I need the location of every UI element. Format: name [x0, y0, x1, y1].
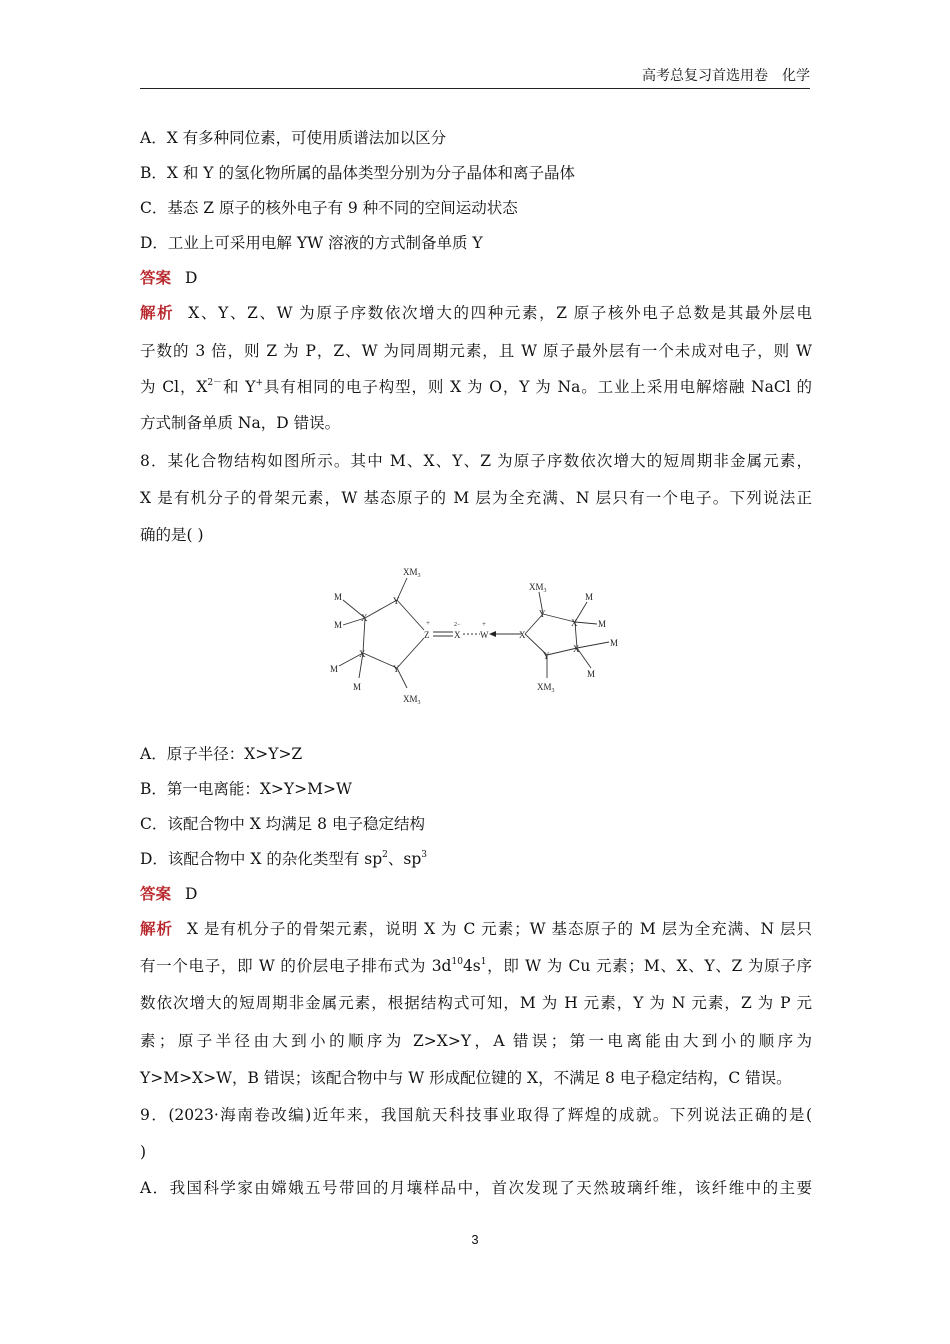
fig-m-1: M: [334, 592, 343, 602]
q8-stem-line1: 8．某化合物结构如图所示。其中 M、X、Y、Z 为原子序数依次增大的短周期非金属元素，: [140, 452, 812, 470]
fig-x-right-bottom: X: [573, 644, 580, 654]
page-number: 3: [471, 1232, 479, 1247]
q9-stem-line2: ): [140, 1143, 147, 1161]
q8-analysis-line3: 数依次增大的短周期非金属元素，根据结构式可知，M 为 H 元素，Y 为 N 元素，Z 为 P 元: [140, 994, 812, 1012]
q8-answer-value: D: [185, 885, 198, 903]
q8-stem-line2: X 是有机分子的骨架元素，W 基态原子的 M 层为全充满、N 层只有一个电子。下列说法正: [140, 489, 812, 507]
q8-option-c: C．该配合物中 X 均满足 8 电子稳定结构: [140, 815, 425, 833]
fig-y-left-top: Y: [393, 596, 400, 606]
q7-answer: [140, 268, 812, 288]
fig-z-charge: +: [426, 619, 430, 627]
fig-z: Z: [424, 630, 430, 640]
fig-w: W: [480, 630, 489, 640]
q7-option-c: C．基态 Z 原子的核外电子有 9 种不同的空间运动状态: [140, 199, 518, 217]
fig-y-left-bottom: Y: [393, 664, 400, 674]
fig-x-right-top: X: [571, 618, 578, 628]
fig-m-3: M: [330, 664, 339, 674]
fig-xm3-top-left: $XM_3$: [403, 567, 421, 579]
q8-analysis-line2: 有一个电子，即 W 的价层电子排布式为 $3d^{10}4s^1$，即 W 为 Cu 元素；M、X、Y、Z 为原子序: [140, 957, 812, 975]
fig-m-8: M: [587, 669, 596, 679]
q7-answer-value: D: [185, 269, 198, 287]
fig-m-4: M: [353, 682, 362, 692]
fig-xm3-bottom-right: $XM_3$: [537, 682, 555, 694]
q7-analysis-text1: X、Y、Z、W 为原子序数依次增大的四种元素，Z 原子核外电子总数是其最外层电: [188, 304, 812, 322]
q7-analysis-line4: 方式制备单质 Na，D 错误。: [140, 414, 341, 432]
q8-analysis-line5: Y>M>X>W，B 错误；该配合物中与 W 形成配位键的 X，不满足 8 电子稳定结构，C 错误。: [140, 1069, 792, 1087]
fig-w-charge: +: [482, 620, 486, 628]
fig-x-center: X: [454, 630, 461, 640]
header-title: 高考总复习首选用卷: [642, 68, 768, 84]
q8-answer-label: 答案: [140, 884, 172, 903]
q7-option-b: B．X 和 Y 的氢化物所属的晶体类型分别为分子晶体和离子晶体: [140, 164, 575, 182]
structure-figure: [325, 560, 625, 710]
q8-analysis-line4: 素；原子半径由大到小的顺序为 Z>X>Y，A 错误；第一电离能由大到小的顺序为: [140, 1032, 812, 1050]
fig-m-6: M: [598, 619, 607, 629]
fig-x-left-top: X: [361, 613, 368, 623]
q8-analysis-line1: 解析 X 是有机分子的骨架元素，说明 X 为 C 元素；W 基态原子的 M 层为全充满、N 层只: [140, 919, 812, 938]
q7-analysis-line3: 为 Cl，$X^{2-}$和 Y+具有相同的电子构型，则 X 为 O，Y 为 Na。工业上采用电解熔融 NaCl 的: [140, 378, 812, 396]
fig-y-right-bottom: Y: [543, 651, 550, 661]
q7-option-a: A．X 有多种同位素，可使用质谱法加以区分: [140, 129, 447, 147]
page-header: [140, 68, 810, 89]
fig-x-charge: 2−: [454, 622, 461, 628]
fig-m-5: M: [585, 592, 594, 602]
q9-stem-line1: 9．(2023·海南卷改编)近年来，我国航天科技事业取得了辉煌的成就。下列说法正确的是(: [140, 1106, 812, 1124]
fig-xm3-bottom-left: $XM_3$: [403, 694, 421, 706]
fig-x-right: X: [519, 630, 526, 640]
q7-analysis-label: 解析: [140, 303, 175, 322]
fig-x-left-bottom: X: [359, 649, 366, 659]
q8-analysis-label: 解析: [140, 919, 173, 938]
q7-answer-label: 答案: [140, 268, 172, 287]
q8-option-b: B．第一电离能：X>Y>M>W: [140, 780, 352, 798]
q7-analysis-line2: 子数的 3 倍，则 Z 为 P，Z、W 为同周期元素，且 W 原子最外层有一个未成对电子，则 W: [140, 342, 812, 360]
q7-option-d: D．工业上可采用电解 YW 溶液的方式制备单质 Y: [140, 234, 483, 252]
q8-option-d: D．该配合物中 X 的杂化类型有 $sp^2$、$sp^3$: [140, 850, 427, 868]
fig-y-right-top: Y: [539, 609, 546, 619]
header-subject: 化学: [782, 68, 810, 84]
q8-answer: [140, 884, 812, 904]
q8-stem-line3: 确的是( ): [140, 526, 204, 544]
fig-xm3-top-right: $XM_3$: [529, 582, 547, 594]
q8-option-a: A．原子半径：X>Y>Z: [140, 745, 303, 763]
q7-analysis-line1: [140, 303, 812, 323]
q9-option-a: A．我国科学家由嫦娥五号带回的月壤样品中，首次发现了天然玻璃纤维，该纤维中的主要: [140, 1179, 812, 1197]
fig-m-7: M: [610, 638, 619, 648]
fig-m-2: M: [334, 620, 343, 630]
